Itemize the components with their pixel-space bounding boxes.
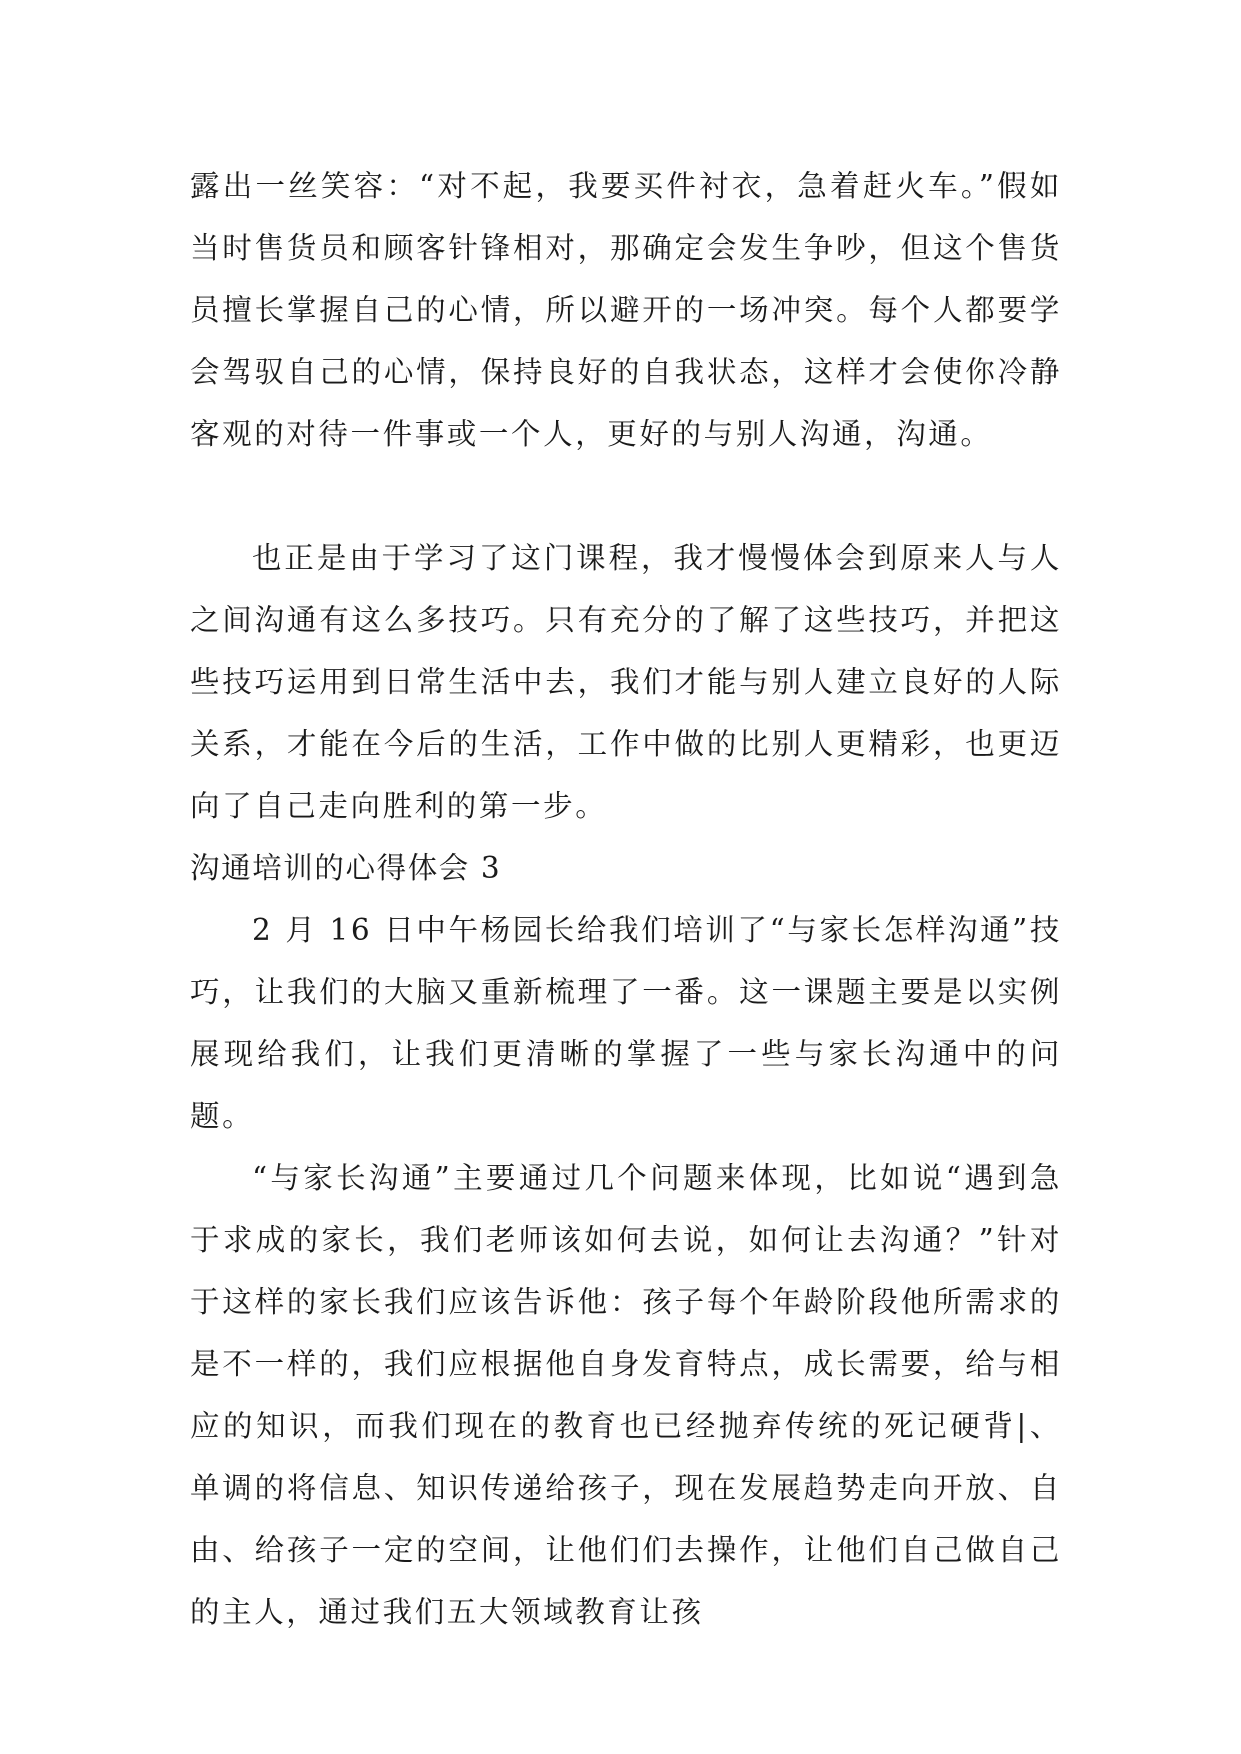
paragraph-4: 2 月 16 日中午杨园长给我们培训了“与家长怎样沟通”技巧，让我们的大脑又重新梳理了一番。这一课题主要是以实例展现给我们，让我们更清晰的掌握了一些与家长沟通中的问题。 <box>190 913 1062 1133</box>
paragraph-1: 露出一丝笑容：“对不起，我要买件衬衣，急着赶火车。”假如当时售货员和顾客针锋相对，那确定会发生争吵，但这个售货员擅长掌握自己的心情，所以避开的一场冲突。每个人都要学会驾驭自己的心情，保持良好的自我状态，这样才会使你冷静客观的对待一件事或一个人，更好的与别人沟通，沟通。 <box>190 169 1062 451</box>
paragraph-5: “与家长沟通”主要通过几个问题来体现，比如说“遇到急于求成的家长，我们老师该如何去说，如何让去沟通？”针对于这样的家长我们应该告诉他：孩子每个年龄阶段他所需求的是不一样的，我们应根据他自身发育特点，成长需要，给与相应的知识，而我们现在的教育也已经抛弃传统的死记硬背|、单调的将信息、知识传递给孩子，现在发展趋势走向开放、自由、给孩子一定的空间，让他们们去操作，让他们自己做自己的主人，通过我们五大领域教育让孩 <box>190 1161 1062 1629</box>
section-heading: 沟通培训的心得体会 3 <box>190 851 502 885</box>
document-page <box>190 155 1062 1643</box>
paragraph-2: 也正是由于学习了这门课程，我才慢慢体会到原来人与人之间沟通有这么多技巧。只有充分的了解了这些技巧，并把这些技巧运用到日常生活中去，我们才能与别人建立良好的人际关系，才能在今后的生活，工作中做的比别人更精彩，也更迈向了自己走向胜利的第一步。 <box>190 541 1062 823</box>
